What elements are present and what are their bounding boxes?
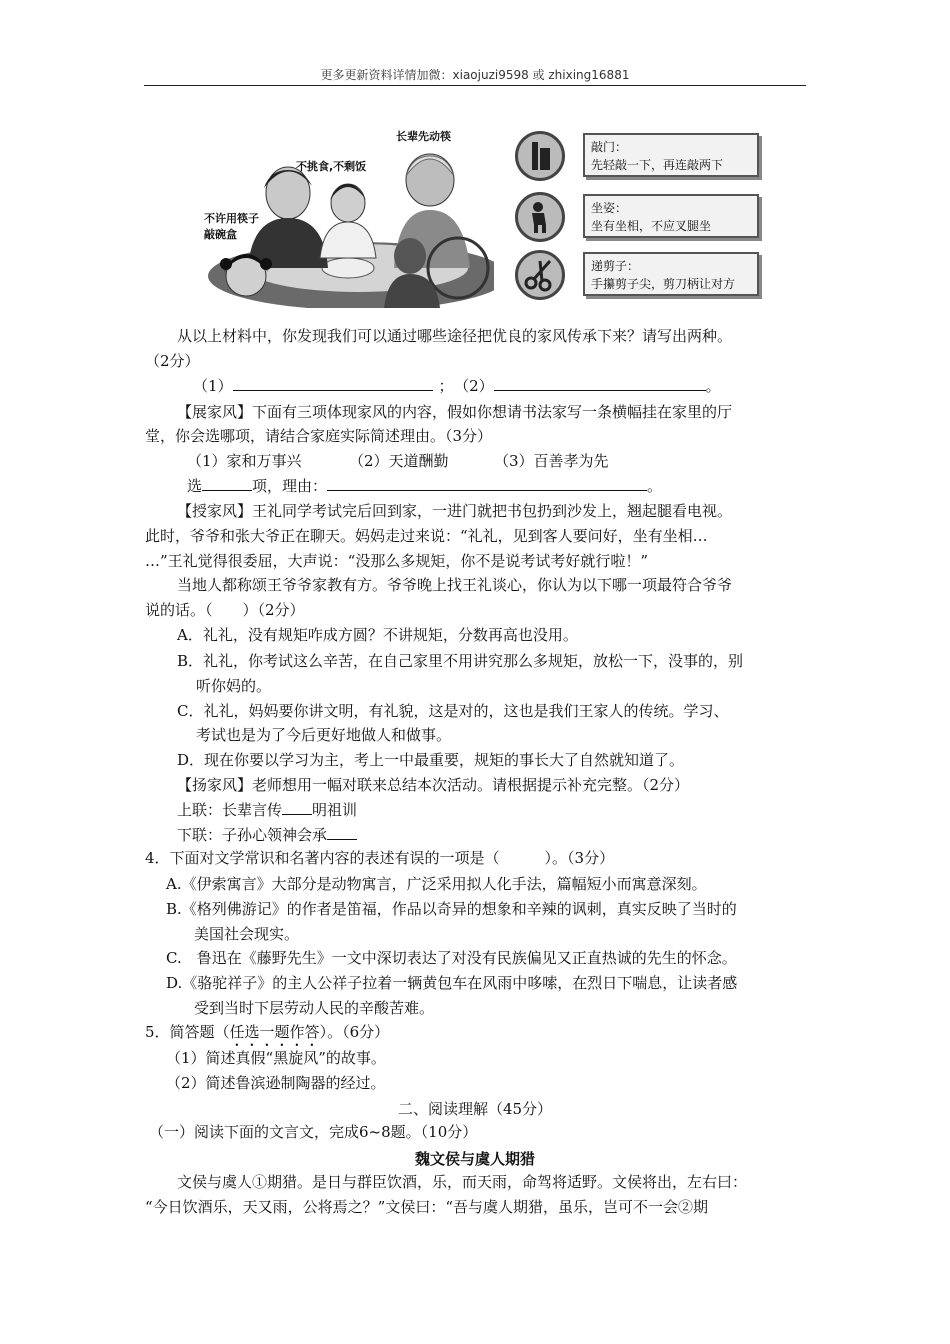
option-c-cont: 考试也是为了今后更好地做人和做事。 (196, 726, 452, 744)
knock-door-icon (515, 131, 565, 181)
couplet-upper-pre: 上联：长辈言传 (177, 801, 283, 819)
etiquette-title: 敲门： (591, 140, 628, 154)
etiquette-text: 手攥剪子尖，剪刀柄让对方 (591, 277, 736, 291)
q5-emphasis: 任选一题作答 (229, 1023, 320, 1041)
bubble-elder-first: 长辈先动筷 (396, 130, 451, 143)
section-sub: （一）阅读下面的文言文，完成6~8题。（10分） (149, 1123, 478, 1141)
question-text: 【展家风】下面有三项体现家风的内容，假如你想请书法家写一条横幅挂在家里的厅 (177, 403, 733, 421)
choice-blank[interactable] (202, 476, 252, 491)
question-text: 【授家风】王礼同学考试完后回到家，一进门就把书包扔到沙发上，翘起腿看电视。 (177, 502, 733, 520)
answer-blank[interactable] (494, 376, 706, 391)
q5-item-1: （1）简述真假“黑旋风”的故事。 (166, 1049, 386, 1067)
q5-item-2: （2）简述鲁滨逊制陶器的经过。 (166, 1074, 386, 1092)
couplet-blank[interactable] (327, 825, 357, 840)
etiquette-text: 坐有坐相，不应叉腿坐 (591, 219, 712, 233)
scissors-icon (515, 250, 565, 300)
passage-title: 魏文侯与虞人期猎 (414, 1150, 535, 1168)
line-end: 。 (705, 377, 721, 395)
question-text: …”王礼觉得很委屈，大声说：“没那么多规矩，你不是说考试考好就行啦！” (145, 552, 649, 570)
q4-option-d: D.《骆驼祥子》的主人公祥子拉着一辆黄包车在风雨中哆嗦，在烈日下喘息，让读者感 (166, 974, 738, 992)
q4-option-c: C. 鲁迅在《藤野先生》一文中深切表达了对没有民族偏见又正直热诚的先生的怀念。 (166, 949, 737, 967)
etiquette-text-box (583, 252, 759, 296)
bubble-no-chopsticks: 不许用筷子 (204, 212, 259, 225)
question-text: 从以上材料中，你发现我们可以通过哪些途径把优良的家风传承下来？请写出两种。 (177, 327, 733, 345)
etiquette-title: 递剪子： (591, 259, 640, 273)
option-1: （1）家和万事兴 (187, 452, 302, 470)
sitting-icon (515, 192, 565, 242)
question-score: （2分） (145, 352, 200, 370)
bubble-knock-bowl: 敲碗盒 (204, 228, 237, 241)
q5-stem-pre: 5．简答题（ (145, 1023, 230, 1041)
question-4-stem: 4．下面对文学常识和名著内容的表述有误的一项是（ ）。（3分） (145, 849, 615, 867)
couplet-blank[interactable] (282, 800, 312, 815)
etiquette-text: 先轻敲一下，再连敲两下 (591, 158, 724, 172)
question-text: 说的话。（ ）（2分） (145, 601, 305, 619)
option-3: （3）百善孝为先 (494, 452, 609, 470)
choose-line (187, 476, 662, 496)
couplet-upper-post: 明祖训 (312, 801, 358, 819)
q4-option-d-cont: 受到当时下层劳动人民的辛酸苦难。 (194, 999, 435, 1017)
q4-option-a: A.《伊索寓言》大部分是动物寓言，广泛采用拟人化手法，篇幅短小而寓意深刻。 (166, 875, 707, 893)
couplet-upper (177, 800, 357, 820)
passage-line: “今日饮酒乐，天又雨，公将焉之？”文侯曰：“吾与虞人期猎，虽乐，岂可不一会②期 (145, 1198, 709, 1216)
question-text: 当地人都称颂王爷爷家教有方。爷爷晚上找王礼谈心，你认为以下哪一项最符合爷爷 (177, 576, 733, 594)
choose-prefix: 选 (187, 477, 203, 495)
header-rule (144, 85, 806, 86)
option-d: D．现在你要以学习为主，考上一中最重要，规矩的事长大了自然就知道了。 (177, 751, 685, 769)
line-end: 。 (647, 477, 663, 495)
choose-mid: 项，理由： (252, 477, 328, 495)
option-b-cont: 听你妈的。 (196, 677, 272, 695)
q4-option-b-cont: 美国社会现实。 (194, 925, 300, 943)
answer-line (193, 376, 721, 396)
etiquette-text-box (583, 133, 759, 177)
option-c: C．礼礼，妈妈要你讲文明，有礼貌，这是对的，这也是我们王家人的传统。学习、 (177, 702, 729, 720)
bubble-no-picky: 不挑食,不剩饭 (296, 160, 367, 173)
blank-label: （2） (461, 377, 494, 395)
option-b: B．礼礼，你考试这么辛苦，在自己家里不用讲究那么多规矩，放松一下，没事的，别 (177, 652, 744, 670)
section-title: 二、阅读理解（45分） (397, 1100, 553, 1118)
couplet-lower-pre: 下联：子孙心领神会承 (177, 826, 328, 844)
etiquette-text-box (583, 194, 759, 238)
family-dinner-illustration (204, 118, 494, 308)
blank-label: （1） (193, 377, 233, 395)
option-2: （2）天道酬勤 (349, 452, 449, 470)
question-text: 此时，爷爷和张大爷正在聊天。妈妈走过来说：“礼礼，见到客人要问好，坐有坐相… (145, 527, 708, 545)
option-a: A．礼礼，没有规矩咋成方圆？不讲规矩，分数再高也没用。 (177, 626, 578, 644)
reason-blank[interactable] (327, 476, 647, 491)
couplet-lower (177, 825, 357, 845)
page-header: 更多更新资料详情加微：xiaojuzi9598 或 zhixing16881 (320, 68, 630, 82)
etiquette-title: 坐姿： (591, 201, 628, 215)
passage-line: 文侯与虞人①期猎。是日与群臣饮酒，乐，而天雨，命驾将适野。文侯将出，左右曰： (177, 1173, 748, 1191)
answer-blank[interactable] (233, 376, 433, 391)
q5-stem-post: ）。（6分） (319, 1023, 390, 1041)
question-text: 【扬家风】老师想用一幅对联来总结本次活动。请根据提示补充完整。（2分） (177, 776, 690, 794)
question-5-stem (145, 1022, 389, 1050)
separator: ； (438, 377, 454, 395)
q4-option-b: B.《格列佛游记》的作者是笛福，作品以奇异的想象和辛辣的讽刺，真实反映了当时的 (166, 900, 737, 918)
question-text: 堂，你会选哪项，请结合家庭实际简述理由。（3分） (145, 427, 493, 445)
